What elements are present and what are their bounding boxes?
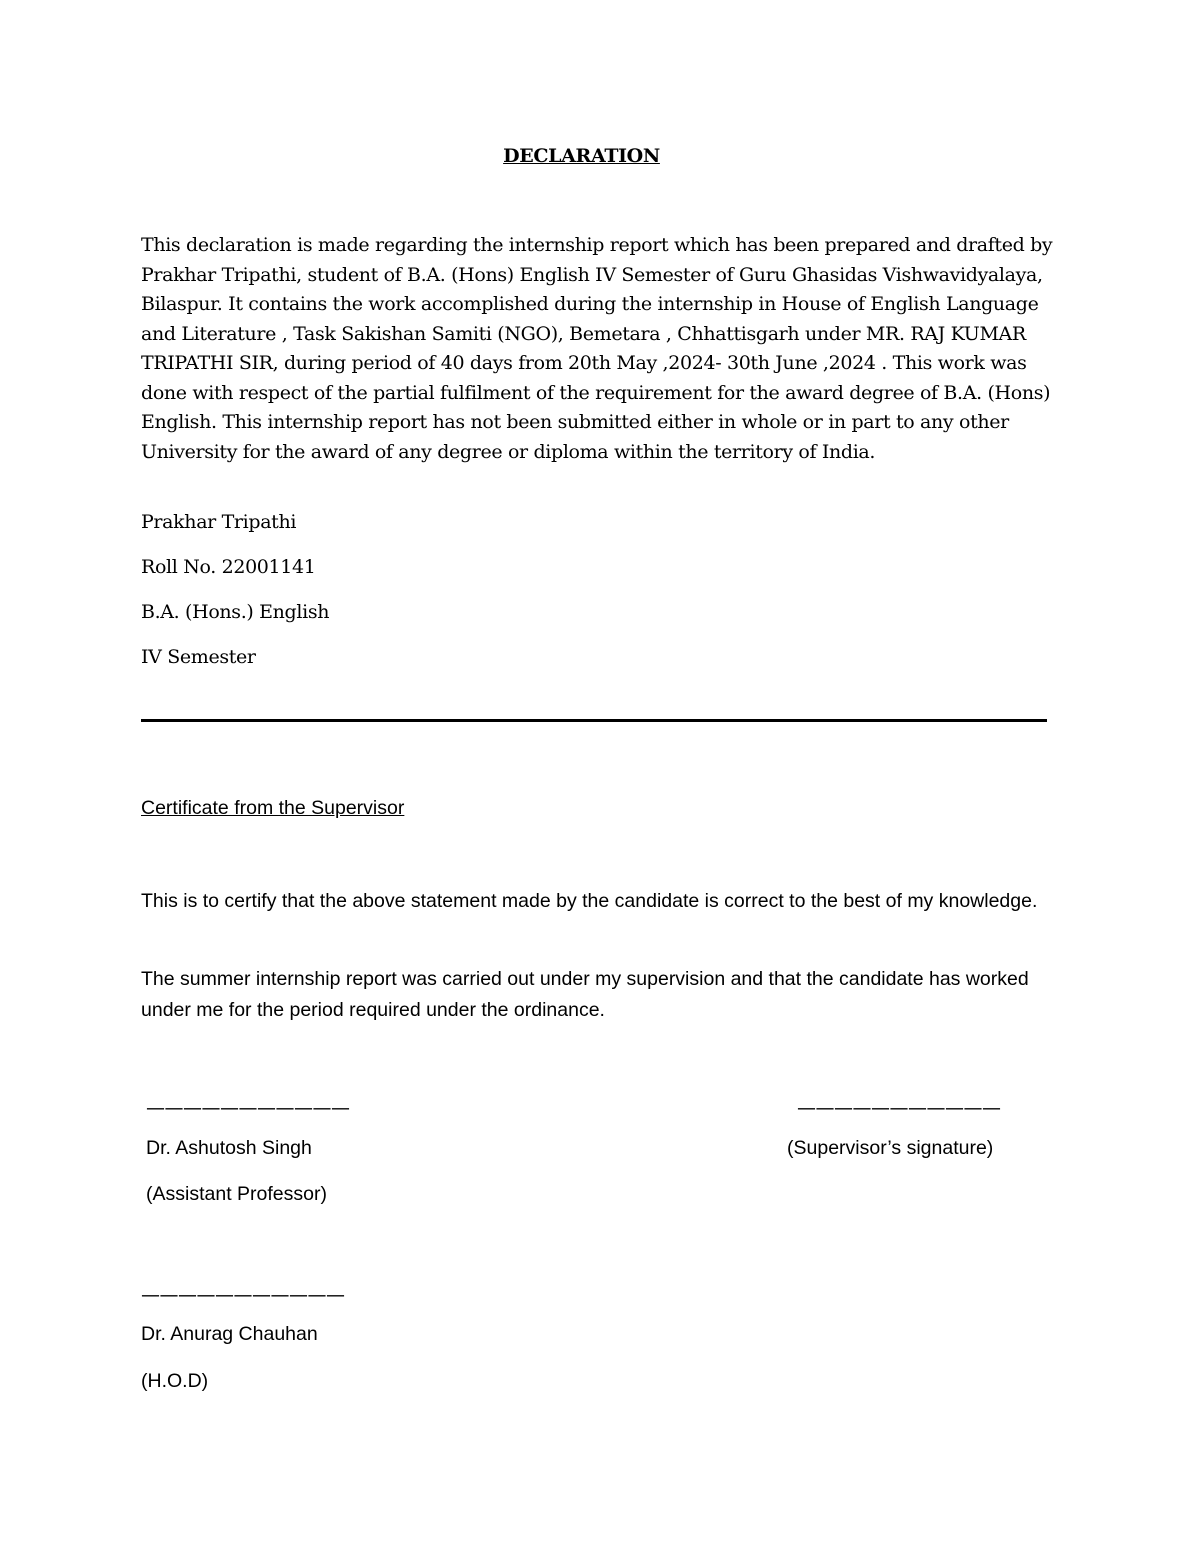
declaration-title: DECLARATION	[503, 145, 660, 167]
declaration-body: This declaration is made regarding the internship report which has been prepared and drafted by Prakhar Tripathi, student of B.A. (Hons) English IV Semester of Guru Ghasidas Vishwavidyalaya, Bilaspur. It contains the work accomplished during the internship in House of English Language and Literature , Task Sakishan Samiti (NGO), Bemetara , Chhattisgarh under MR. RAJ KUMAR TRIPATHI SIR, during period of 40 days from 20th May ,2024- 30th June ,2024 . This work was done with respect of the partial fulfilment of the requirement for the award degree of B.A. (Hons) English. This internship report has not been submitted either in whole or in part to any other University for the award of any degree or diploma within the territory of India.	[141, 234, 1053, 463]
roll-number: Roll No. 22001141	[141, 556, 316, 578]
certificate-paragraph-1: This is to certify that the above statement made by the candidate is correct to the best of my knowledge.	[141, 890, 1038, 912]
course-name: B.A. (Hons.) English	[141, 601, 330, 623]
certificate-paragraph-2: The summer internship report was carried out under my supervision and that the candidate has worked under me for the period required under the ordinance.	[141, 968, 1029, 1021]
certificate-title: Certificate from the Supervisor	[141, 797, 405, 819]
hod-signature-line: ———————————	[141, 1284, 345, 1306]
supervisor-name: Dr. Ashutosh Singh	[146, 1137, 312, 1159]
hod-name: Dr. Anurag Chauhan	[141, 1323, 318, 1345]
student-name: Prakhar Tripathi	[141, 511, 297, 533]
supervisor-signature-line: ———————————	[146, 1097, 350, 1119]
supervisor-designation: (Assistant Professor)	[146, 1183, 327, 1205]
supervisor-signature-label: (Supervisor’s signature)	[787, 1137, 994, 1159]
semester: IV Semester	[141, 646, 256, 668]
section-divider	[141, 719, 1047, 722]
hod-designation: (H.O.D)	[141, 1370, 209, 1392]
supervisor-signature-line-right: ———————————	[797, 1097, 1001, 1119]
